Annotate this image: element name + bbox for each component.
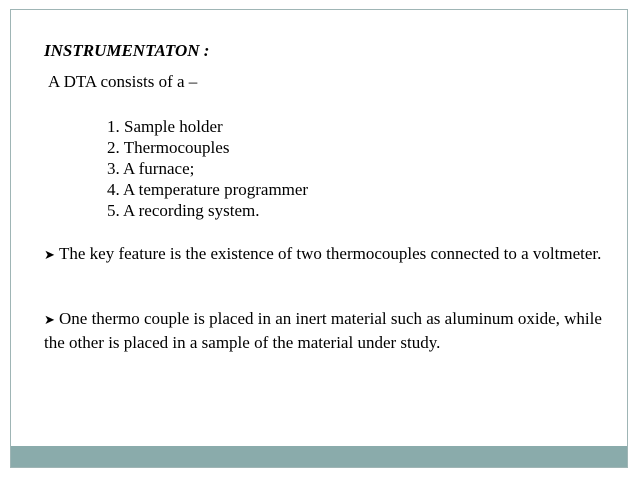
- bullet-text: One thermo couple is placed in an inert material such as aluminum oxide, while the other is placed in a sample of the material under study.: [44, 309, 602, 352]
- list-item: 3. A furnace;: [107, 159, 195, 178]
- arrowhead-bullet-icon: ➤: [44, 313, 55, 328]
- components-list: [107, 116, 308, 221]
- bullet-point-placement: [44, 308, 604, 354]
- arrowhead-bullet-icon: ➤: [44, 248, 55, 263]
- list-item: 4. A temperature programmer: [107, 180, 309, 199]
- list-item: 2. Thermocouples: [107, 138, 230, 157]
- list-item: 5. A recording system.: [107, 201, 260, 220]
- slide-heading: INSTRUMENTATON :: [44, 41, 210, 60]
- bullet-text: The key feature is the existence of two thermocouples connected to a voltmeter.: [59, 244, 602, 263]
- intro-text: A DTA consists of a –: [48, 72, 198, 91]
- bullet-point-thermocouples: [44, 243, 604, 267]
- footer-band: [11, 446, 627, 467]
- list-item: 1. Sample holder: [107, 117, 223, 136]
